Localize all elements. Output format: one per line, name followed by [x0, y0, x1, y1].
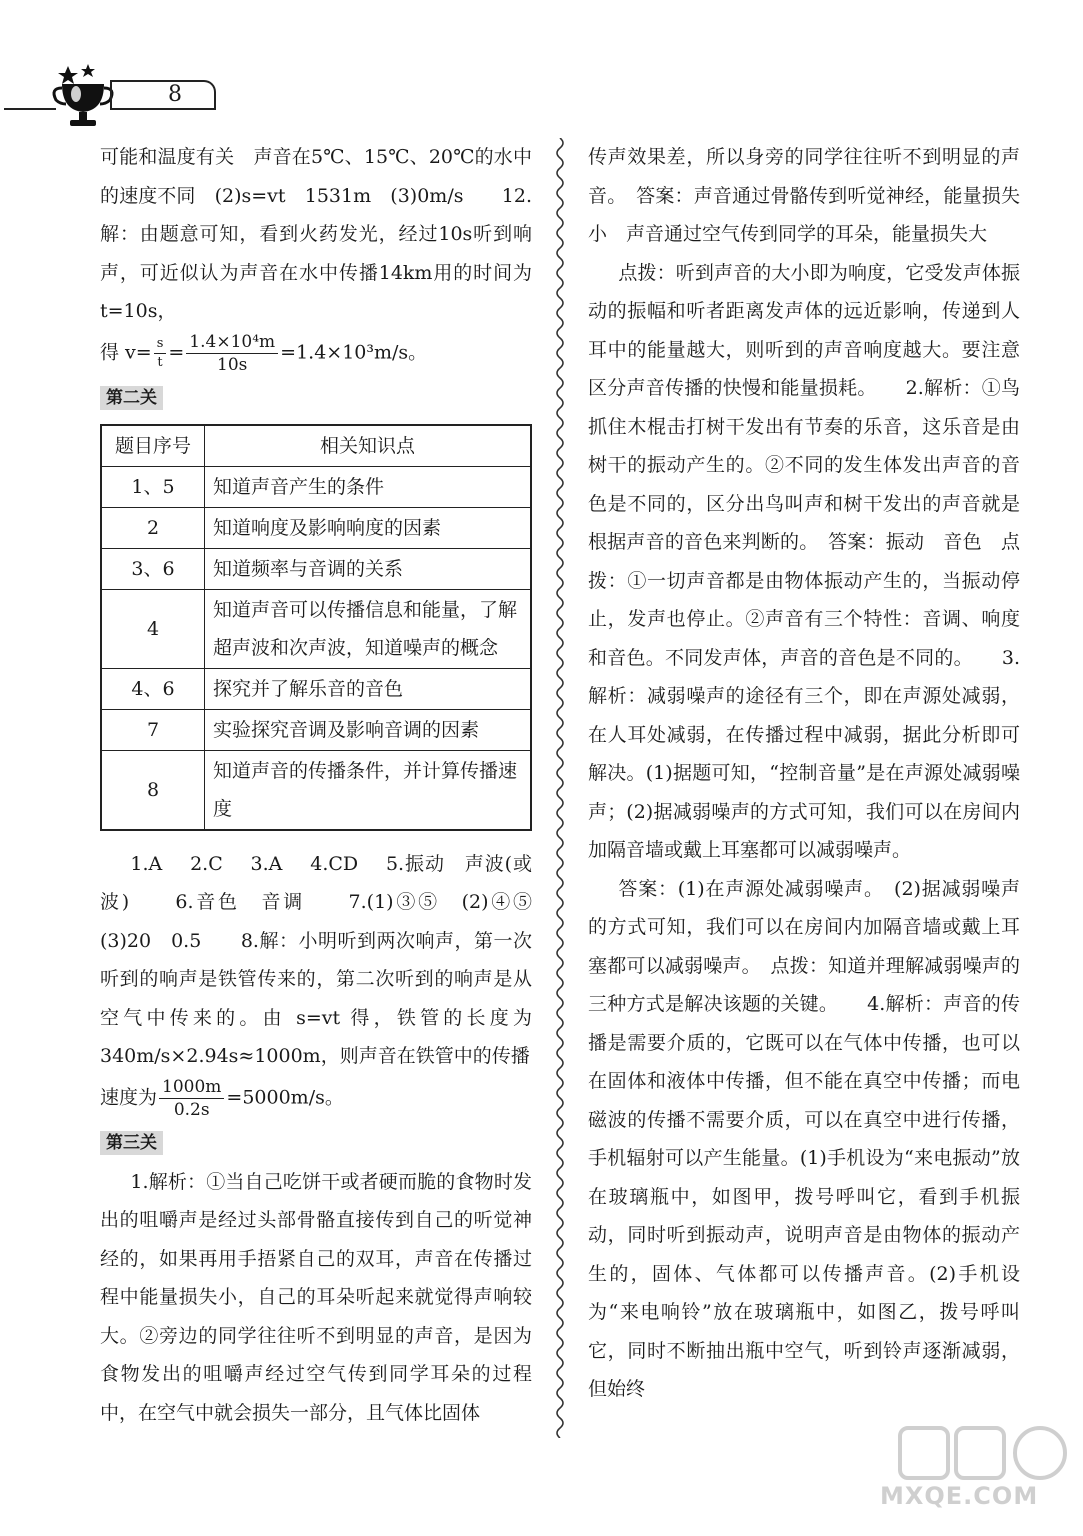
- right-paragraph-3: 答案：(1)在声源处减弱噪声。 (2)据减弱噪声的方式可知，我们可以在房间内加隔音墙或戴上耳塞都可以减弱噪声。 点拨：知道并理解减弱噪声的三种方式是解决该题的关键。 4.解析：声音的传播是需要介质的，它既可以在气体中传播，也可以在固体和液体中传播，但不能在真空中传播；而电磁波的传播不需要介质，可以在真空中进行传播，手机辐射可以产生能量。(1)手机设为“来电振动”放在玻璃瓶中，如图甲，拨号呼叫它，看到手机振动，同时听到振动声，说明声音是由物体的振动产生的，固体、气体都可以传播声音。(2)手机设为“来电响铃”放在玻璃瓶中，如图乙，拨号呼叫它，同时不断抽出瓶中空气，听到铃声逐渐减弱，但始终: [588, 877, 1020, 1400]
- table-cell-topic: 知道响度及影响响度的因素: [205, 507, 532, 548]
- fraction-numerator: 1.4×10⁴m: [186, 331, 278, 354]
- formula-equals: =: [168, 341, 185, 363]
- header-rule-right: [110, 108, 214, 110]
- speed-result: =5000m/s。: [226, 1086, 344, 1108]
- speed-prefix: 速度为: [100, 1086, 158, 1108]
- trophy-icon: [48, 60, 118, 130]
- watermark-logo-icon: [880, 1420, 1080, 1490]
- page-number: 8: [168, 82, 182, 107]
- table-row: [101, 548, 531, 589]
- right-paragraph-1: 传声效果差，所以身旁的同学往往听不到明显的声音。 答案：声音通过骨骼传到听觉神经，能量损失小 声音通过空气传到同学的耳朵，能量损失大: [588, 146, 1020, 245]
- left-column: [100, 138, 552, 1432]
- fraction-numerator: s: [154, 335, 167, 354]
- table-cell-number: 1、5: [101, 466, 205, 507]
- fraction-denominator: 10s: [217, 354, 248, 375]
- right-column: [588, 138, 1020, 1409]
- table-row: [101, 589, 531, 668]
- table-cell-number: 3、6: [101, 548, 205, 589]
- table-header-cell: 相关知识点: [205, 425, 532, 467]
- fraction-distance-over-time: [186, 331, 278, 376]
- formula-result: =1.4×10³m/s。: [280, 341, 428, 363]
- page-number-tab: [110, 80, 216, 110]
- page-header: [0, 60, 230, 130]
- formula-prefix: 得 v=: [100, 341, 152, 363]
- fraction-denominator: t: [157, 354, 163, 370]
- table-cell-topic: 知道声音的传播条件，并计算传播速度: [205, 750, 532, 830]
- left-answers-paragraph: 1.A 2.C 3.A 4.CD 5.振动 声波(或波) 6.音色 音调 7.(1)③⑤ (2)④⑤ (3)20 0.5 8.解：小明听到两次响声，第一次听到的响声是铁管传来的，第二次听到的响声是从空气中传来的。由 s=vt 得，铁管的长度为 340m/s×2.94s≈1000m，则声音在铁管中的传播: [100, 852, 552, 1067]
- table-cell-number: 8: [101, 750, 205, 830]
- table-cell-number: 2: [101, 507, 205, 548]
- table-cell-topic: 知道声音产生的条件: [205, 466, 532, 507]
- table-row: [101, 507, 531, 548]
- table-header-row: [101, 425, 531, 467]
- table-cell-topic: 知道声音可以传播信息和能量，了解超声波和次声波，知道噪声的概念: [205, 589, 532, 668]
- knowledge-table: [100, 424, 532, 831]
- table-row: [101, 466, 531, 507]
- watermark-text: MXQE.COM: [880, 1482, 1039, 1510]
- fraction-denominator: 0.2s: [173, 1099, 210, 1120]
- table-cell-number: 7: [101, 709, 205, 750]
- left-speed-formula: [100, 1076, 532, 1121]
- left-formula-line: [100, 331, 532, 376]
- table-cell-number: 4: [101, 589, 205, 668]
- table-cell-number: 4、6: [101, 668, 205, 709]
- table-row: [101, 750, 531, 830]
- table-cell-topic: 知道频率与音调的关系: [205, 548, 532, 589]
- left-analysis-paragraph: 1.解析：①当自己吃饼干或者硬而脆的食物时发出的咀嚼声是经过头部骨骼直接传到自己的听觉神经的，如果再用手捂紧自己的双耳，声音在传播过程中能量损失小，自己的耳朵听起来就觉得声响较大。②旁边的同学往往听不到明显的声音，是因为食物发出的咀嚼声经过空气传到同学耳朵的过程中，在空气中就会损失一部分，且气体比固体: [100, 1170, 532, 1424]
- section-title-level-2: 第二关: [100, 386, 163, 410]
- left-paragraph-1: 可能和温度有关 声音在5℃、15℃、20℃的水中的速度不同 (2)s=vt 1531m (3)0m/s 12.解：由题意可知，看到火药发光，经过10s听到响声，可近似认为声音在水中传播14km用的时间为t=10s，: [100, 146, 532, 322]
- fraction-numerator: 1000m: [159, 1076, 224, 1099]
- fraction-s-over-t: [154, 335, 167, 372]
- table-cell-topic: 探究并了解乐音的音色: [205, 668, 532, 709]
- watermark: [880, 1420, 1080, 1530]
- table-header-cell: 题目序号: [101, 425, 205, 467]
- column-divider: [552, 138, 568, 1438]
- section-title-level-3: 第三关: [100, 1131, 163, 1155]
- table-row: [101, 668, 531, 709]
- right-paragraph-2: 点拨：听到声音的大小即为响度，它受发声体振动的振幅和听者距离发声体的远近影响，传递到人耳中的能量越大，则听到的声音响度越大。要注意区分声音传播的快慢和能量损耗。 2.解析：①鸟抓住木棍击打树干发出有节奏的乐音，这乐音是由树干的振动产生的。②不同的发生体发出声音的音色是不同的，区分出鸟叫声和树干发出的声音就是根据声音的音色来判断的。 答案：振动 音色 点拨：①一切声音都是由物体振动产生的，当振动停止，发声也停止。②声音有三个特性：音调、响度和音色。不同发声体，声音的音色是不同的。 3.解析：减弱噪声的途径有三个，即在声源处减弱，在人耳处减弱，在传播过程中减弱，据此分析即可解决。(1)据题可知，“控制音量”是在声源处减弱噪声；(2)据减弱噪声的方式可知，我们可以在房间内加隔音墙或戴上耳塞都可以减弱噪声。: [588, 261, 1020, 861]
- table-cell-topic: 实验探究音调及影响音调的因素: [205, 709, 532, 750]
- fraction-length-over-time: [159, 1076, 224, 1121]
- table-row: [101, 709, 531, 750]
